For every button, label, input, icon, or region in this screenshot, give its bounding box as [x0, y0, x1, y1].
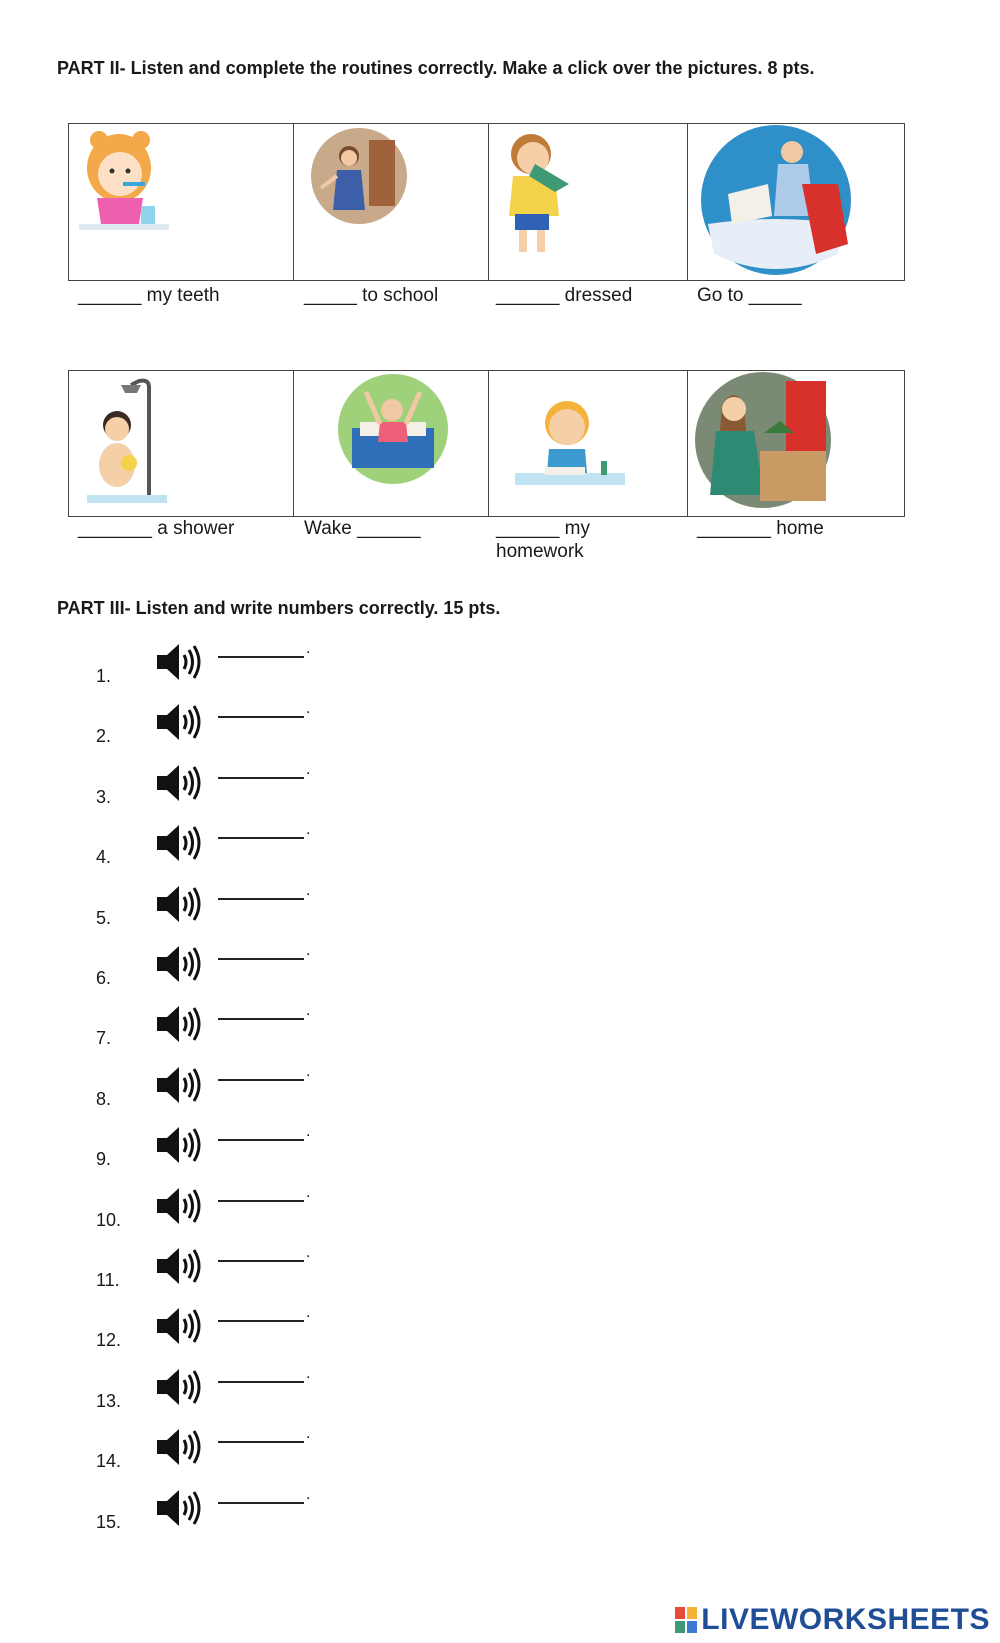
speaker-icon[interactable] — [155, 944, 205, 984]
answer-blank-input[interactable] — [218, 777, 304, 779]
boy-doing-homework-picture[interactable] — [515, 397, 625, 497]
caption-do-homework-line2: homework — [496, 541, 584, 562]
answer-period: . — [306, 1123, 311, 1141]
number-item — [0, 823, 400, 879]
answer-blank-input[interactable] — [218, 1381, 304, 1383]
boy-going-to-bed-picture[interactable] — [698, 124, 854, 276]
number-item — [0, 1246, 400, 1302]
caption-brush-teeth: ______ my teeth — [78, 285, 220, 306]
speaker-icon[interactable] — [155, 1065, 205, 1105]
number-item-label: 8. — [96, 1088, 112, 1109]
number-item — [0, 1004, 400, 1060]
speaker-icon[interactable] — [155, 884, 205, 924]
answer-period: . — [306, 640, 311, 657]
answer-blank-input[interactable] — [218, 1018, 304, 1020]
liveworksheets-logo-mark-icon — [675, 1607, 697, 1633]
answer-period: . — [306, 700, 311, 718]
speaker-icon[interactable] — [155, 642, 205, 682]
answer-blank-input[interactable] — [218, 1320, 304, 1322]
number-item-label: 14. — [96, 1451, 122, 1472]
liveworksheets-logo — [675, 1603, 990, 1637]
number-item — [0, 1364, 400, 1423]
answer-blank-input[interactable] — [218, 1502, 304, 1504]
routine-cell-wake-up[interactable] — [293, 370, 489, 517]
number-item-label: 9. — [96, 1149, 112, 1170]
number-item-label: 11. — [96, 1270, 120, 1290]
answer-blank-input[interactable] — [218, 1079, 304, 1081]
caption-do-homework-line1: ______ my — [496, 518, 591, 539]
number-item-label: 15. — [96, 1511, 122, 1532]
answer-blank-input[interactable] — [218, 1139, 304, 1141]
answer-blank-input[interactable] — [218, 1441, 304, 1443]
number-item — [0, 944, 400, 1000]
number-item-label: 7. — [96, 1028, 112, 1049]
number-item — [0, 881, 400, 940]
number-item — [0, 1183, 400, 1242]
routine-cell-go-to-bed[interactable] — [687, 123, 905, 281]
part3-heading: PART III- Listen and write numbers correctly. 15 pts. — [57, 598, 501, 618]
routine-cell-get-dressed[interactable] — [488, 123, 688, 281]
caption-wake-up: Wake ______ — [304, 518, 421, 539]
number-item — [0, 1485, 400, 1544]
number-item-label: 2. — [96, 726, 112, 747]
number-item — [0, 1427, 400, 1483]
woman-coming-home-picture[interactable] — [694, 371, 832, 509]
answer-period: . — [306, 942, 311, 959]
boy-getting-dressed-picture[interactable] — [499, 126, 579, 256]
number-item-label: 3. — [96, 786, 112, 807]
caption-get-dressed: ______ dressed — [496, 285, 633, 306]
routine-cell-take-shower[interactable] — [68, 370, 294, 517]
routine-cell-go-to-school[interactable] — [293, 123, 489, 281]
number-item-label: 6. — [96, 968, 112, 988]
liveworksheets-logo-text: LIVEWORKSHEETS — [701, 1603, 990, 1636]
answer-period: . — [306, 821, 311, 839]
answer-blank-input[interactable] — [218, 1200, 304, 1202]
number-item-label: 4. — [96, 847, 112, 868]
answer-period: . — [306, 1002, 311, 1020]
routine-cell-brush-teeth[interactable] — [68, 123, 294, 281]
caption-go-to-bed: Go to _____ — [697, 285, 802, 306]
answer-blank-input[interactable] — [218, 958, 304, 960]
answer-period: . — [306, 1364, 311, 1382]
number-item — [0, 1062, 400, 1121]
number-item-label: 5. — [96, 907, 112, 928]
girl-leaving-for-school-picture[interactable] — [309, 126, 409, 226]
speaker-icon[interactable] — [155, 1186, 205, 1226]
answer-blank-input[interactable] — [218, 837, 304, 839]
speaker-icon[interactable] — [155, 1246, 205, 1286]
number-item-label: 12. — [96, 1330, 122, 1351]
number-item — [0, 702, 400, 758]
answer-period: . — [306, 881, 311, 899]
girl-brushing-teeth-picture[interactable] — [79, 126, 179, 236]
caption-take-shower: _______ a shower — [78, 518, 235, 539]
number-item-label: 10. — [96, 1209, 122, 1230]
answer-blank-input[interactable] — [218, 716, 304, 718]
boy-waking-up-picture[interactable] — [336, 372, 450, 486]
answer-blank-input[interactable] — [218, 898, 304, 900]
answer-period: . — [306, 1244, 311, 1261]
number-item-label: 13. — [96, 1390, 122, 1411]
caption-come-home: _______ home — [697, 518, 824, 539]
caption-go-to-school: _____ to school — [304, 285, 439, 306]
boy-taking-shower-picture[interactable] — [83, 377, 173, 509]
speaker-icon[interactable] — [155, 1367, 205, 1407]
speaker-icon[interactable] — [155, 1488, 205, 1528]
number-item — [0, 760, 400, 819]
answer-blank-input[interactable] — [218, 656, 304, 658]
answer-period: . — [306, 1183, 311, 1201]
answer-period: . — [306, 760, 311, 778]
speaker-icon[interactable] — [155, 1125, 205, 1165]
answer-period: . — [306, 1425, 311, 1443]
answer-period: . — [306, 1062, 311, 1080]
speaker-icon[interactable] — [155, 1306, 205, 1346]
part2-heading: PART II- Listen and complete the routines correctly. Make a click over the pictures. 8 pts. — [57, 58, 815, 78]
speaker-icon[interactable] — [155, 1004, 205, 1044]
routine-cell-come-home[interactable] — [687, 370, 905, 517]
number-item-label: 1. — [96, 666, 112, 686]
speaker-icon[interactable] — [155, 763, 205, 803]
answer-blank-input[interactable] — [218, 1260, 304, 1262]
routine-cell-do-homework[interactable] — [488, 370, 688, 517]
answer-period: . — [306, 1485, 311, 1503]
speaker-icon[interactable] — [155, 702, 205, 742]
speaker-icon[interactable] — [155, 1427, 205, 1467]
speaker-icon[interactable] — [155, 823, 205, 863]
answer-period: . — [306, 1304, 311, 1322]
number-item — [0, 1125, 400, 1181]
number-item — [0, 642, 400, 698]
number-item — [0, 1306, 400, 1362]
